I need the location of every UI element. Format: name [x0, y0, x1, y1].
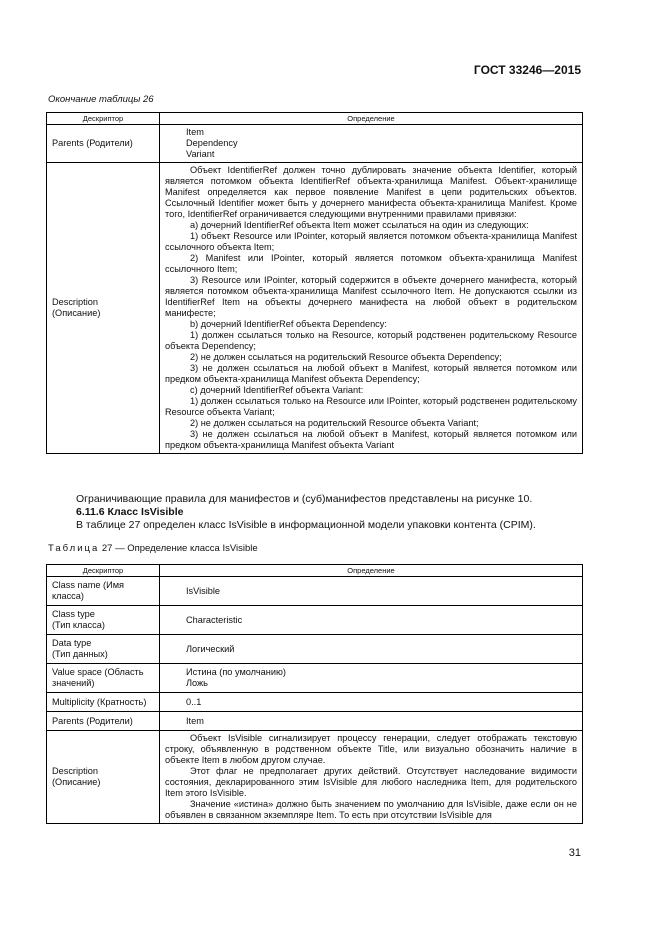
- row-label: Parents (Родители): [47, 712, 160, 731]
- paragraph: 2) Manifest или IPointer, который является потомком объекта-хранилища Manifest ссылочного Item;: [165, 253, 577, 274]
- row-label: Data type (Тип данных): [47, 635, 160, 664]
- standard-number: ГОСТ 33246—2015: [473, 63, 581, 77]
- row-label: Class type (Тип класса): [47, 606, 160, 635]
- table-header-row: [47, 113, 583, 125]
- row-value: Characteristic: [160, 606, 583, 635]
- row-value: IsVisible: [160, 577, 583, 606]
- row-value: 0..1: [160, 693, 583, 712]
- parent-value: Dependency: [186, 138, 238, 148]
- paragraph: Этот флаг не предполагает других действий. Отсутствует наследование видимости состояния, декларированного этим IsVisible для любого наследника Item, для родительского Item этого IsVisible.: [165, 766, 577, 798]
- row-label: Description (Описание): [47, 731, 160, 824]
- row-label: Description (Описание): [47, 163, 160, 454]
- paragraph: а) дочерний IdentifierRef объекта Item может ссылаться на один из следующих:: [190, 220, 529, 230]
- paragraph: 1) объект Resource или IPointer, который является потомком объекта-хранилища Manifest ссылочного объекта Item;: [165, 231, 577, 252]
- description-text: [160, 731, 583, 824]
- paragraph: 2) не должен ссылаться на родительский Resource объекта Variant;: [190, 418, 479, 428]
- row-value: Логический: [160, 635, 583, 664]
- table-row: [47, 125, 583, 163]
- row-label: Parents (Родители): [47, 125, 160, 163]
- header-descriptor: Дескриптор: [47, 113, 160, 125]
- parent-value: Variant: [186, 149, 215, 159]
- table-header-row: [47, 565, 583, 577]
- paragraph: 3) Resource или IPointer, который содержится в объекте дочернего манифеста, который является потомком объекта-хранилища Manifest ссылочного Item. Не допускаются ссылки из IdentifierRef Item на объекты дочернего манифеста на любой объект в родительском манифесте;: [165, 275, 577, 318]
- table-row: [47, 163, 583, 454]
- row-value: Item: [160, 712, 583, 731]
- row-label: Class name (Имя класса): [47, 577, 160, 606]
- table-row: [47, 712, 583, 731]
- section-heading: 6.11.6 Класс IsVisible: [76, 506, 184, 518]
- parent-value: Item: [186, 127, 204, 137]
- paragraph: Значение «истина» должно быть значением по умолчанию для IsVisible, даже если он не объявлен в связанном экземпляре Item. То есть при отсутствии IsVisible для: [165, 799, 577, 820]
- row-value: Истина (по умолчанию) Ложь: [160, 664, 583, 693]
- paragraph: 1) должен ссылаться только на Resource или IPointer, который родственен родительскому Resource объекта Variant;: [165, 396, 577, 417]
- table-row: [47, 606, 583, 635]
- table-row: [47, 664, 583, 693]
- row-value: [160, 125, 583, 163]
- paragraph: 2) не должен ссылаться на родительский Resource объекта Dependency;: [190, 352, 502, 362]
- paragraph: 1) должен ссылаться только на Resource, который родственен родительскому Resource объекта Dependency;: [165, 330, 577, 351]
- page-number: 31: [568, 847, 581, 859]
- header-definition: Определение: [160, 565, 583, 577]
- table-27-caption: Таблица 27 — Определение класса IsVisible: [48, 543, 258, 554]
- paragraph: Объект IsVisible сигнализирует процессу генерации, следует отображать текстовую строку, объявленную в родственном объекте Title, или визуально обозначить наличие в объекте Item в любом другом случае.: [165, 733, 577, 765]
- table-row: [47, 635, 583, 664]
- body-paragraph: Ограничивающие правила для манифестов и (суб)манифестов представлены на рисунке 10.: [76, 493, 533, 505]
- header-definition: Определение: [160, 113, 583, 125]
- table-26: [46, 112, 583, 454]
- table-row: [47, 693, 583, 712]
- table-row: [47, 577, 583, 606]
- table-27: [46, 564, 583, 824]
- paragraph: b) дочерний IdentifierRef объекта Dependency:: [190, 319, 387, 329]
- table-26-caption: Окончание таблицы 26: [48, 94, 154, 105]
- row-label: Value space (Область значений): [47, 664, 160, 693]
- row-label: Multiplicity (Кратность): [47, 693, 160, 712]
- paragraph: 3) не должен ссылаться на любой объект в Manifest, который является потомком или предком объекта-хранилища Manifest объекта Dependency;: [165, 363, 577, 384]
- paragraph: c) дочерний IdentifierRef объекта Variant:: [190, 385, 364, 395]
- paragraph: 3) не должен ссылаться на любой объект в Manifest, который является потомком или предком объекта-хранилища Manifest объекта Variant: [165, 429, 577, 450]
- paragraph: Объект IdentifierRef должен точно дублировать значение объекта Identifier, который является потомком объекта IdentifierRef объекта-хранилища Manifest. Объект-хранилище Manifest определяется как первое появление Manifest в цепи родительских объектов. Ссылочный Identifier может быть у дочернего манифеста объекта-хранилища Manifest. Кроме того, IdentifierRef ограничивается следующими внутренними правилами привязки:: [165, 165, 577, 219]
- body-paragraph: В таблице 27 определен класс IsVisible в информационной модели упаковки контента (CPIM).: [76, 519, 536, 531]
- description-text: [160, 163, 583, 454]
- table-row: [47, 731, 583, 824]
- header-descriptor: Дескриптор: [47, 565, 160, 577]
